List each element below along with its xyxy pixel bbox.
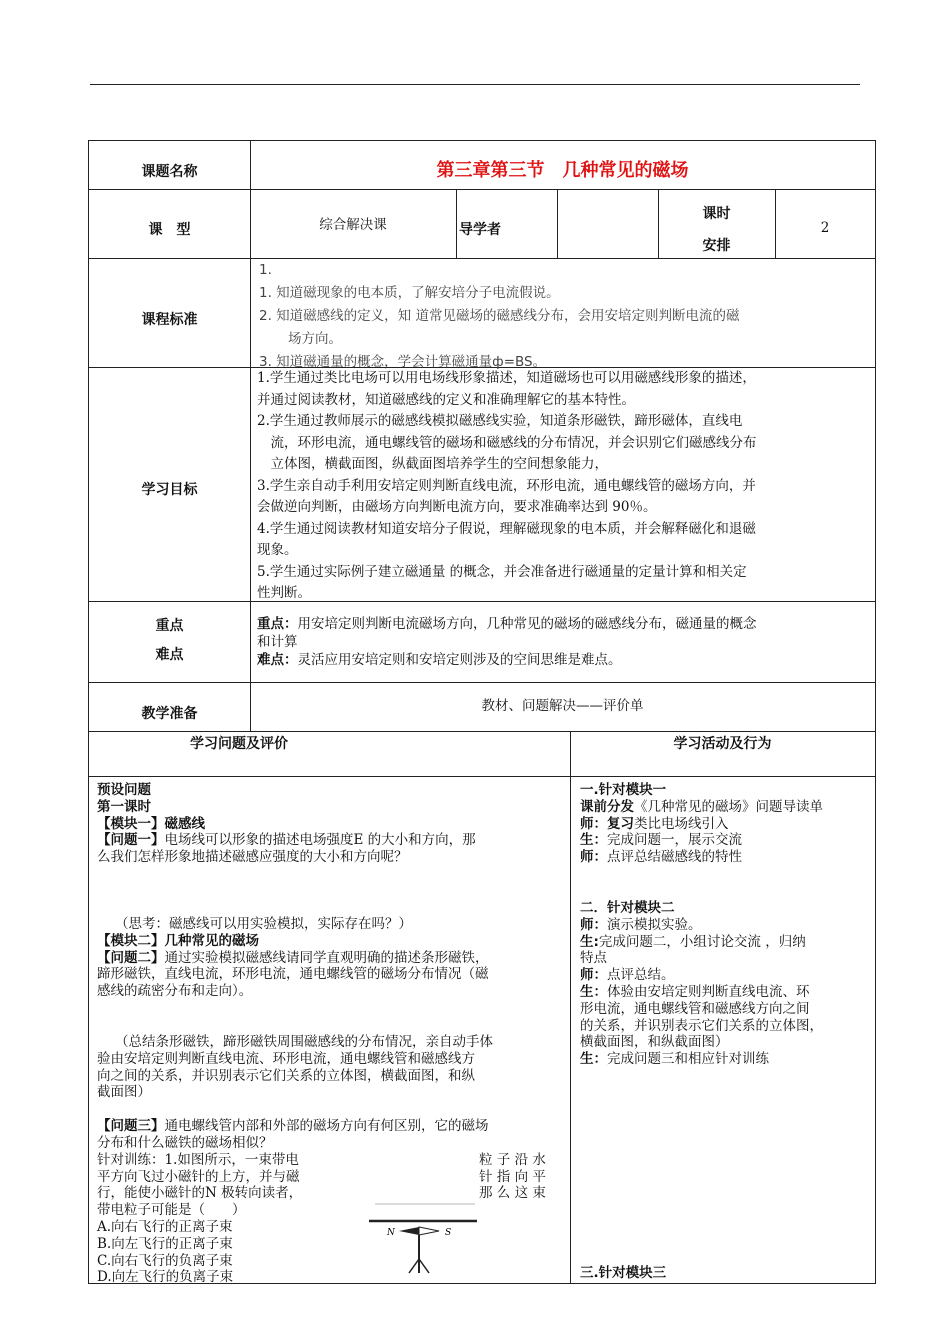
text-line: 那 么 这 束 xyxy=(479,1185,546,1202)
prep-value: 教材、问题解决——评价单 xyxy=(481,698,644,714)
page-title: 第三章第三节 几种常见的磁场 xyxy=(436,160,689,181)
text-line: 类比电场线引入 xyxy=(634,815,729,832)
key-text-2: 和计算 xyxy=(257,634,298,650)
goals-label: 学习目标 xyxy=(141,482,198,498)
text-line: 针 指 向 平 xyxy=(479,1168,546,1185)
text-line: 粒 子 沿 水 xyxy=(479,1151,546,1168)
compass-needle-figure xyxy=(367,1203,479,1283)
text-line: 点评总结。 xyxy=(607,967,675,984)
question-three-text: 通电螺线管内部和外部的磁场方向有何区别，它的磁场 xyxy=(164,1118,489,1135)
header-rule xyxy=(90,84,860,85)
standard-item: 场方向。 xyxy=(288,331,342,347)
goal-line: 4.学生通过阅读教材知道安培分子假说，理解磁现象的电本质，并会解释磁化和退磁 xyxy=(257,520,756,537)
south-label: S xyxy=(445,1228,452,1238)
question-two-tag: 【问题二】 xyxy=(97,949,165,966)
module-one-heading: 【模块一】磁感线 xyxy=(97,815,205,832)
text-line: 完成问题二，小组讨论交流 ，归纳 xyxy=(598,933,806,950)
prep-label: 教学准备 xyxy=(141,706,198,722)
key-point-label: 重点 xyxy=(155,618,184,634)
text-line: 横截面图，和纵截面图） xyxy=(580,1034,729,1051)
text-line: 复习 xyxy=(607,815,634,832)
goal-line: 3.学生亲自动手利用安培定则判断直线电流，环形电流，通电螺线管的磁场方向，并 xyxy=(257,477,756,494)
student-tag: 生： xyxy=(580,1051,607,1068)
course-name-label: 课题名称 xyxy=(141,164,198,180)
text-line: （思考：磁感线可以用实验模拟，实际存在吗？） xyxy=(115,915,412,932)
text-line: 蹄形磁铁，直线电流，环形电流，通电螺线管的磁场分布情况（磁 xyxy=(97,966,489,983)
question-one-tag: 【问题一】 xyxy=(97,832,165,849)
north-label: N xyxy=(387,1228,395,1238)
difficulty-tag: 难点： xyxy=(257,652,298,668)
option-a: A.向右飞行的正离子束 xyxy=(97,1218,233,1235)
text-line: 形电流，通电螺线管和磁感线方向之间 xyxy=(580,1000,810,1017)
goal-line: 性判断。 xyxy=(257,585,311,601)
standards-label: 课程标准 xyxy=(141,312,198,328)
module-one-activity: 一.针对模块一 xyxy=(580,782,667,798)
text-line: 《几种常见的磁场》问题导读单 xyxy=(634,798,823,815)
key-text: 用安培定则判断电流磁场方向，几种常见的磁场的磁感线分布，磁通量的概念 xyxy=(297,616,757,632)
text-line: 验由安培定则判断直线电流、环形电流，通电螺线管和磁感线方 xyxy=(97,1050,475,1067)
goal-line: 2.学生通过教师展示的磁感线模拟磁感线实验，知道条形磁铁，蹄形磁体，直线电 xyxy=(257,413,743,429)
teacher-tag: 师： xyxy=(580,967,607,984)
module-three-activity xyxy=(580,1265,870,1282)
goal-line: 会做逆向判断，由磁场方向判断电流方向，要求准确率达到 90％。 xyxy=(257,499,657,515)
goal-line: 立体图，横截面图，纵截面图培养学生的空间想象能力， xyxy=(257,456,608,472)
question-two-text: 通过实验模拟磁感线请同学直观明确的描述条形磁铁， xyxy=(164,949,489,966)
student-tag: 生： xyxy=(580,983,607,1000)
difficulty-label: 难点 xyxy=(155,647,184,663)
teacher-tag: 师： xyxy=(580,815,607,832)
text-line: 分布和什么磁铁的磁场相似？ xyxy=(97,1134,273,1151)
first-lesson-heading: 第一课时 xyxy=(97,798,151,815)
key-points-text xyxy=(257,615,872,669)
text-line: 带电粒子可能是（ ） xyxy=(97,1202,246,1219)
difficulty-text: 灵活应用安培定则和安培定则涉及的空间思维是难点。 xyxy=(297,652,622,668)
right-section-header: 学习活动及行为 xyxy=(673,736,772,752)
text-line: 向之间的关系，并识别表示它们关系的立体图，横截面图，和纵 xyxy=(97,1067,475,1084)
hours-label-2: 安排 xyxy=(702,238,731,254)
hours-label-1: 课时 xyxy=(702,206,731,222)
activity-tag: 课前分发 xyxy=(580,798,634,815)
standard-item: 3. 知道磁通量的概念，学会计算磁通量ф=BS。 xyxy=(259,354,547,370)
lesson-plan-table xyxy=(88,140,876,1284)
module-two-heading: 【模块二】几种常见的磁场 xyxy=(97,932,259,949)
right-column xyxy=(580,782,870,1068)
text-line: 演示模拟实验。 xyxy=(607,916,702,933)
lesson-type-label: 课 型 xyxy=(148,222,191,238)
student-tag: 生： xyxy=(580,832,607,849)
module-two-activity: 二．针对模块二 xyxy=(580,899,675,916)
teacher-tag: 师： xyxy=(580,916,607,933)
left-section-header: 学习问题及评价 xyxy=(190,736,288,752)
standard-item: 2. 知道磁感线的定义，知 道常见磁场的磁感线分布，会用安培定则判断电流的磁 xyxy=(259,308,740,324)
option-c: C.向右飞行的负离子束 xyxy=(97,1252,233,1269)
guide-label: 导学者 xyxy=(459,222,501,238)
text-line: 截面图） xyxy=(97,1084,151,1101)
text-line: 针对训练：1.如图所示，一束带电 xyxy=(97,1151,299,1168)
goal-line: 现象。 xyxy=(257,542,298,558)
standard-item: 1. 知道磁现象的电本质，了解安培分子电流假说。 xyxy=(259,285,560,301)
text-line: 完成问题一，展示交流 xyxy=(607,832,742,849)
hours-value: 2 xyxy=(820,220,830,236)
goal-line: 并通过阅读教材，知道磁感线的定义和准确理解它的基本特性。 xyxy=(257,391,635,408)
left-column xyxy=(97,782,567,1286)
module-three-heading: 三.针对模块三 xyxy=(580,1265,667,1281)
goal-line: 流，环形电流，通电螺线管的磁场和磁感线的分布情况，并会识别它们磁感线分布 xyxy=(257,434,757,451)
text-line: 特点 xyxy=(580,950,607,967)
student-tag: 生: xyxy=(580,933,599,950)
option-d: D.向左飞行的负离子束 xyxy=(97,1269,234,1286)
text-line: 的关系，并识别表示它们关系的立体图， xyxy=(580,1017,823,1034)
goals-text xyxy=(257,368,872,605)
question-one-text: 电场线可以形象的描述电场强度E 的大小和方向，那 xyxy=(164,832,476,849)
option-b: B.向左飞行的正离子束 xyxy=(97,1235,233,1252)
text-line: 点评总结磁感线的特性 xyxy=(607,849,742,866)
text-line: 么我们怎样形象地描述磁感应强度的大小和方向呢？ xyxy=(97,849,408,866)
goal-line: 5.学生通过实际例子建立磁通量 的概念，并会准备进行磁通量的定量计算和相关定 xyxy=(257,563,747,580)
text-line: 行，能使小磁针的N 极转向读者， xyxy=(97,1185,303,1202)
text-line: 体验由安培定则判断直线电流、环 xyxy=(607,983,810,1000)
standard-item: 1. xyxy=(259,262,272,278)
question-three-tag: 【问题三】 xyxy=(97,1118,165,1135)
standards-list xyxy=(259,259,869,374)
teacher-tag: 师： xyxy=(580,849,607,866)
goal-line: 1.学生通过类比电场可以用电场线形象描述，知道磁场也可以用磁感线形象的描述， xyxy=(257,370,756,386)
preset-questions-heading: 预设问题 xyxy=(97,782,151,798)
text-line: 完成问题三和相应针对训练 xyxy=(607,1051,769,1068)
lesson-type-value: 综合解决课 xyxy=(319,217,387,233)
key-tag: 重点： xyxy=(257,616,298,632)
text-line: 平方向飞过小磁针的上方，并与磁 xyxy=(97,1168,300,1185)
text-line: 感线的疏密分布和走向）。 xyxy=(97,983,253,1000)
text-line: （总结条形磁铁，蹄形磁铁周围磁感线的分布情况，亲自动手体 xyxy=(115,1033,493,1050)
